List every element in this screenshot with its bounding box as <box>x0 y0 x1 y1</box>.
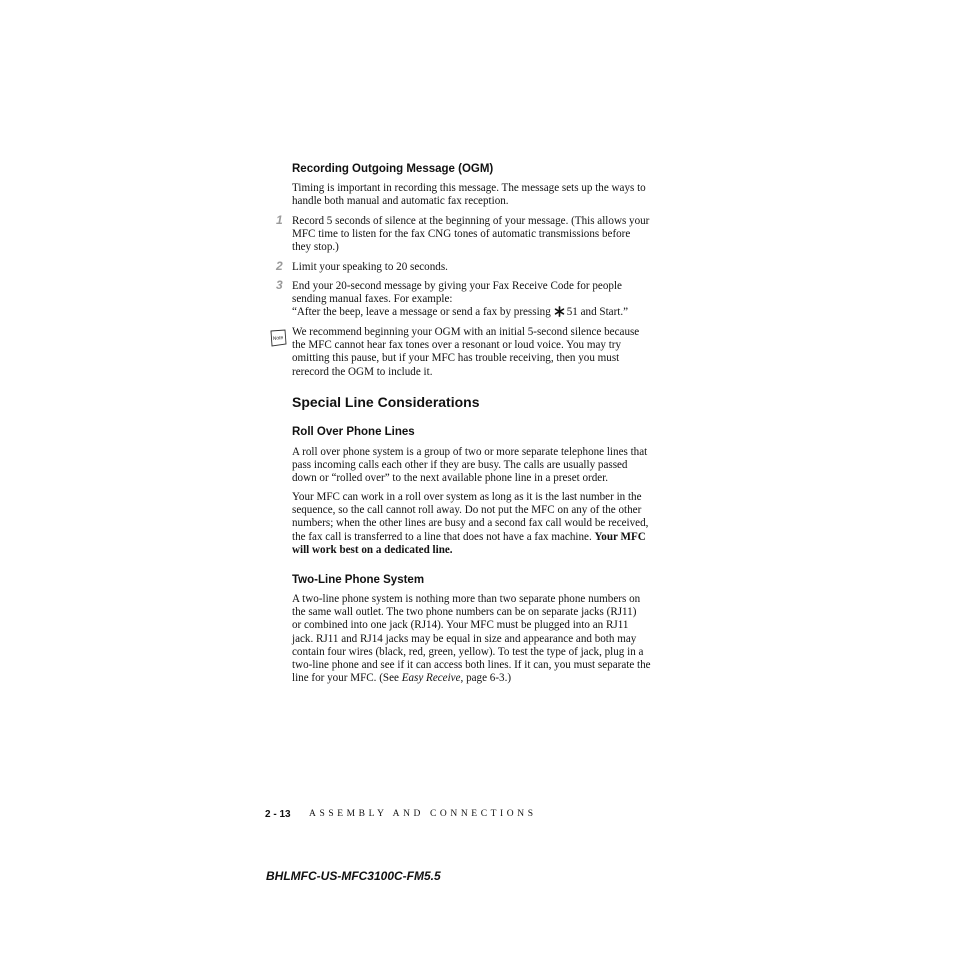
cross-reference-link[interactable]: Easy Receive <box>401 672 461 685</box>
text-normal: , page 6-3.) <box>460 672 512 685</box>
text-line: the same wall outlet. The two phone numbers can be on separate jacks (RJ11) <box>292 606 637 619</box>
rollover-paragraph-1 <box>292 446 664 486</box>
text-line: We recommend beginning your OGM with an initial 5-second silence because <box>292 326 640 338</box>
text-line: the MFC cannot hear fax tones over a resonant or loud voice. You may try <box>292 339 622 352</box>
ogm-intro <box>292 182 664 208</box>
text-bold: will work best on a dedicated line. <box>292 543 453 556</box>
step-number-3: 3 <box>276 278 283 292</box>
text-line: End your 20-second message by giving your Fax Receive Code for people <box>292 280 622 292</box>
rollover-heading: Roll Over Phone Lines <box>292 426 415 438</box>
step-1-text <box>292 215 664 255</box>
text-line: omitting this pause, but if your MFC has trouble receiving, then you must <box>292 352 620 365</box>
text-line: Your MFC can work in a roll over system as long as it is the last number in the <box>292 491 642 503</box>
star-key-icon <box>554 306 565 317</box>
text-line <box>292 544 664 557</box>
text-line: two-line phone and see if it can access both lines. If it can, you must separate the <box>292 659 651 672</box>
ogm-heading: Recording Outgoing Message (OGM) <box>292 163 494 175</box>
text-line: A two-line phone system is nothing more than two separate phone numbers on <box>292 593 641 605</box>
text-line: sending manual faxes. For example: <box>292 293 453 306</box>
text-line: MFC time to listen for the fax CNG tones of automatic transmissions before <box>292 228 631 241</box>
document-id: BHLMFC-US-MFC3100C-FM5.5 <box>266 869 441 883</box>
page-number: 2 - 13 <box>265 809 291 820</box>
text-line: pass incoming calls each other if they are busy. The calls are usually passed <box>292 459 628 472</box>
text-line: Timing is important in recording this message. The message sets up the ways to <box>292 182 646 194</box>
example-quote <box>292 306 664 319</box>
text-line: sequence, so the call cannot roll away. Do not put the MFC on any of the other <box>292 504 642 517</box>
text-line: rerecord the OGM to include it. <box>292 365 433 378</box>
text-line: jack. RJ11 and RJ14 jacks may be equal in size and appearance and both may <box>292 632 637 645</box>
text-line: A roll over phone system is a group of two or more separate telephone lines that <box>292 446 648 458</box>
note-text <box>292 326 664 379</box>
step-number-2: 2 <box>276 259 283 273</box>
text-line: down or “rolled over” to the next available phone line in a preset order. <box>292 472 609 485</box>
text-line <box>292 672 664 685</box>
step-2-text <box>292 261 664 274</box>
step-number-1: 1 <box>276 213 283 227</box>
quote-start: “After the beep, leave a message or send a fax by pressing <box>292 306 551 319</box>
text-line: numbers; when the other lines are busy and a second fax call would be received, <box>292 517 649 530</box>
twoline-paragraph <box>292 593 664 685</box>
text-line: or combined into one jack (RJ14). Your MFC must be plugged into an RJ11 <box>292 619 629 632</box>
text-line: Limit your speaking to 20 seconds. <box>292 261 448 273</box>
text-line: they stop.) <box>292 241 339 254</box>
twoline-heading: Two-Line Phone System <box>292 574 425 586</box>
step-3-text <box>292 280 664 320</box>
text-line <box>292 531 664 544</box>
rollover-paragraph-2 <box>292 491 664 557</box>
note-icon <box>268 328 288 348</box>
text-line: Record 5 seconds of silence at the beginning of your message. (This allows your <box>292 215 650 227</box>
text-line: handle both manual and automatic fax reception. <box>292 195 509 208</box>
text-line: contain four wires (black, red, green, yellow). To test the type of jack, plug in a <box>292 645 644 658</box>
text-normal: the fax call is transferred to a line that does not have a fax machine. <box>292 530 592 543</box>
text-normal: line for your MFC. (See <box>292 672 399 685</box>
text-bold: Your MFC <box>594 530 646 543</box>
section-heading: Special Line Considerations <box>292 394 480 410</box>
chapter-title: ASSEMBLY AND CONNECTIONS <box>309 809 537 819</box>
quote-end: 51 and Start.” <box>566 306 629 319</box>
note-icon-label: Note <box>272 334 284 343</box>
